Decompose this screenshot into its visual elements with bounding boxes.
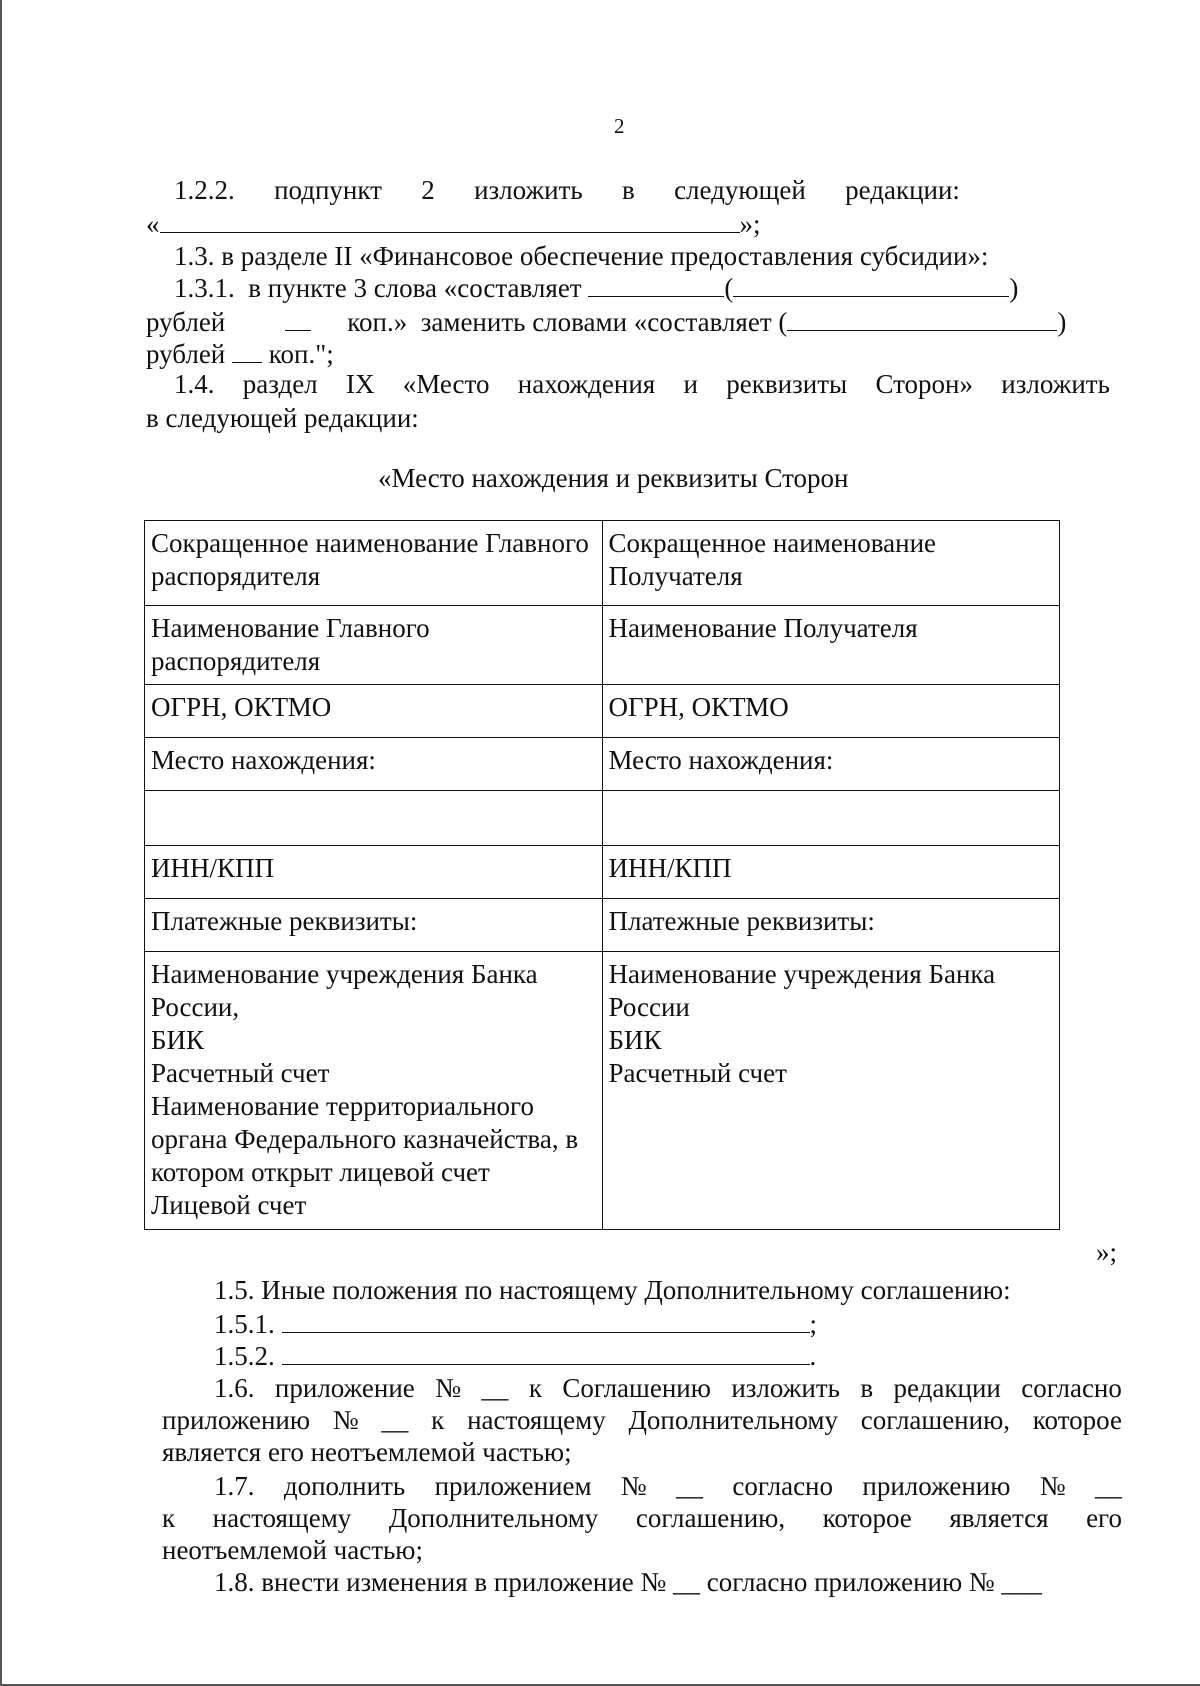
para-1-7-line3: неотъемлемой частью; xyxy=(162,1535,423,1565)
table-cell: ИНН/КПП xyxy=(145,846,603,899)
table-row xyxy=(145,738,1060,791)
table-row xyxy=(145,952,1060,1230)
table-cell: Сокращенное наименование Получателя xyxy=(602,521,1060,606)
para-1-2-2-line1: 1.2.2. подпункт 2 изложить в следующей редакции: xyxy=(174,175,960,205)
table-cell: Наименование Главного распорядителя xyxy=(145,606,603,685)
para-1-5-2: 1.5.2. . xyxy=(214,1341,817,1371)
para-1-3-1-line1: 1.3.1. в пункте 3 слова «составляет ( ) xyxy=(174,273,1019,303)
table-cell: ИНН/КПП xyxy=(602,846,1060,899)
table-cell: Наименование учреждения Банка России, БИК Расчетный счет Наименование территориального органа Федерального казначейства, в котором открыт лицевой счет Лицевой счет xyxy=(145,952,603,1230)
para-1-6-line2: приложению № __ к настоящему Дополнительному соглашению, которое xyxy=(162,1405,1122,1435)
table-row xyxy=(145,791,1060,846)
para-1-7-line2: к настоящему Дополнительному соглашению, которое является его xyxy=(162,1503,1122,1533)
requisites-table xyxy=(144,520,1060,1230)
table-cell xyxy=(602,791,1060,846)
para-1-2-2-line2: « »; xyxy=(146,209,761,239)
para-1-6-line3: является его неотъемлемой частью; xyxy=(162,1437,572,1467)
table-cell xyxy=(145,791,603,846)
blank-line xyxy=(160,208,740,233)
table-title: «Место нахождения и реквизиты Сторон xyxy=(378,463,849,493)
table-cell: Платежные реквизиты: xyxy=(145,899,603,952)
table-cell: Наименование Получателя xyxy=(602,606,1060,685)
page-number: 2 xyxy=(614,114,625,138)
table-cell: Сокращенное наименование Главного распорядителя xyxy=(145,521,603,606)
table-row xyxy=(145,846,1060,899)
table-cell: ОГРН, ОКТМО xyxy=(602,685,1060,738)
table-cell: Место нахождения: xyxy=(602,738,1060,791)
table-row xyxy=(145,521,1060,606)
para-1-3-1-line2: рублей коп.» заменить словами «составляет ( ) xyxy=(146,307,1067,337)
table-row xyxy=(145,899,1060,952)
para-1-7-line1: 1.7. дополнить приложением № __ согласно приложению № __ xyxy=(214,1471,1122,1501)
table-row xyxy=(145,606,1060,685)
table-cell: Место нахождения: xyxy=(145,738,603,791)
table-cell: Платежные реквизиты: xyxy=(602,899,1060,952)
para-1-5-1: 1.5.1. ; xyxy=(214,1309,818,1339)
para-1-3-1-line3: рублей коп."; xyxy=(146,339,334,369)
table-cell: ОГРН, ОКТМО xyxy=(145,685,603,738)
para-1-4-line2: в следующей редакции: xyxy=(146,403,419,433)
para-1-8: 1.8. внести изменения в приложение № __ согласно приложению № ___ xyxy=(214,1567,1042,1597)
para-1-6-line1: 1.6. приложение № __ к Соглашению изложить в редакции согласно xyxy=(214,1373,1122,1403)
table-row xyxy=(145,685,1060,738)
para-1-5: 1.5. Иные положения по настоящему Дополнительному соглашению: xyxy=(214,1275,1011,1305)
table-close-quote: »; xyxy=(1096,1237,1118,1267)
table-cell: Наименование учреждения Банка России БИК Расчетный счет xyxy=(602,952,1060,1230)
para-1-4-line1: 1.4. раздел IX «Место нахождения и реквизиты Сторон» изложить xyxy=(174,369,1110,399)
para-1-3: 1.3. в разделе II «Финансовое обеспечение предоставления субсидии»: xyxy=(174,241,989,271)
